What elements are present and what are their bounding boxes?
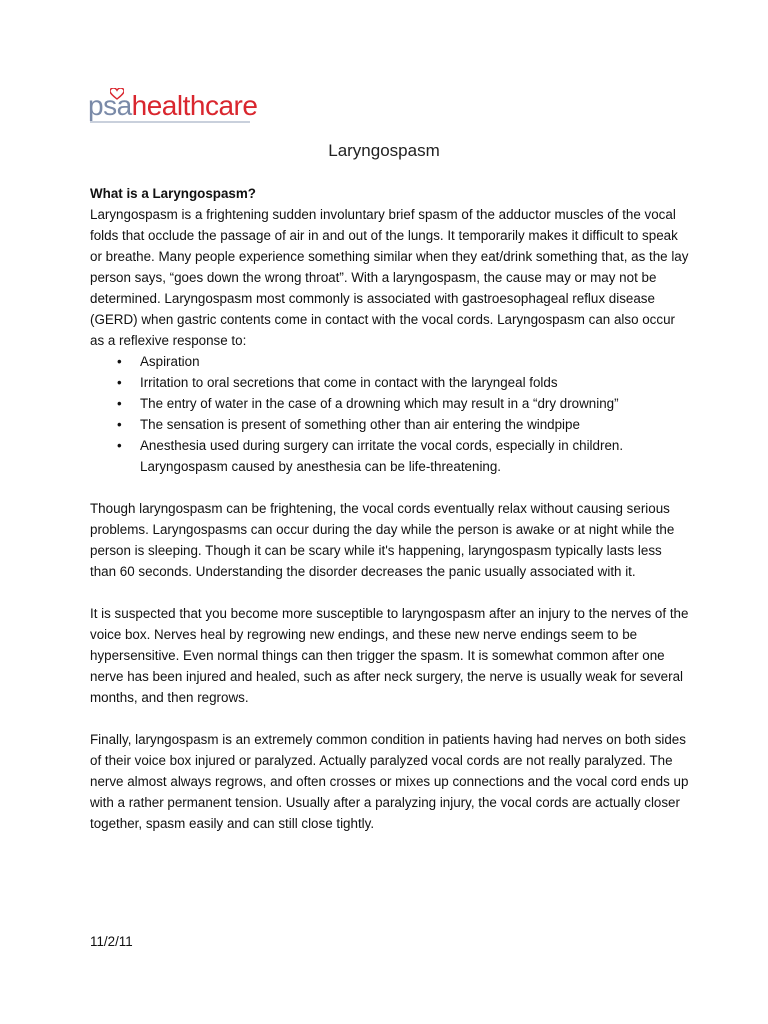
- paragraph-4: Finally, laryngospasm is an extremely common condition in patients having had nerves on both sides of their voice box injured or paralyzed. Actually paralyzed vocal cords are not really paralyzed. The nerve almost always regrows, and often crosses or mixes up connections and the vocal cord ends up with a rather permanent tension. Usually after a paralyzing injury, the vocal cords are actually closer together, spasm easily and can still close tightly.: [90, 732, 689, 831]
- logo-wordmark: [88, 92, 257, 120]
- paragraph-2: Though laryngospasm can be frightening, the vocal cords eventually relax without causing serious problems. Laryngospasms can occur during the day while the person is awake or at night while the person is sleeping. Though it can be scary while it's happening, laryngospasm typically lasts less than 60 seconds. Understanding the disorder decreases the panic usually associated with it.: [90, 501, 675, 579]
- spacer: [90, 582, 690, 603]
- intro-paragraph: Laryngospasm is a frightening sudden involuntary brief spasm of the adductor muscles of the vocal folds that occlude the passage of air in and out of the lungs. It temporarily makes it difficult to speak or breathe. Many people experience something similar when they eat/drink something that, as the lay person says, “goes down the wrong throat”. With a laryngospasm, the cause may or may not be determined. Laryngospasm most commonly is associated with gastroesophageal reflux disease (GERD) when gastric contents come in contact with the vocal cords. Laryngospasm can also occur as a reflexive response to:: [90, 207, 689, 348]
- document-body: [90, 183, 690, 834]
- spacer: [90, 477, 690, 498]
- paragraph-3: It is suspected that you become more susceptible to laryngospasm after an injury to the nerves of the voice box. Nerves heal by regrowing new endings, and these new nerve endings seem to be hypersensitive. Even normal things can then trigger the spasm. It is somewhat common after one nerve has been injured and healed, such as after neck surgery, the nerve is usually weak for several months, and then regrows.: [90, 606, 689, 705]
- document-title: Laryngospasm: [328, 141, 440, 160]
- list-item: • The sensation is present of something other than air entering the windpipe: [90, 414, 690, 435]
- list-item: • Irritation to oral secretions that come in contact with the laryngeal folds: [90, 372, 690, 393]
- spacer: [90, 708, 690, 729]
- list-item: • Aspiration: [90, 351, 690, 372]
- logo-underline: [90, 121, 250, 123]
- list-item: • Anesthesia used during surgery can irritate the vocal cords, especially in children. Laryngospasm caused by anesthesia can be life-threatening.: [90, 435, 690, 477]
- psa-healthcare-logo: [88, 88, 258, 128]
- list-item: • The entry of water in the case of a drowning which may result in a “dry drowning”: [90, 393, 690, 414]
- section-heading: What is a Laryngospasm?: [90, 186, 256, 201]
- logo-psa: psa: [88, 90, 132, 121]
- logo-healthcare: healthcare: [131, 90, 258, 121]
- causes-list: [90, 351, 690, 477]
- document-date: 11/2/11: [90, 934, 133, 949]
